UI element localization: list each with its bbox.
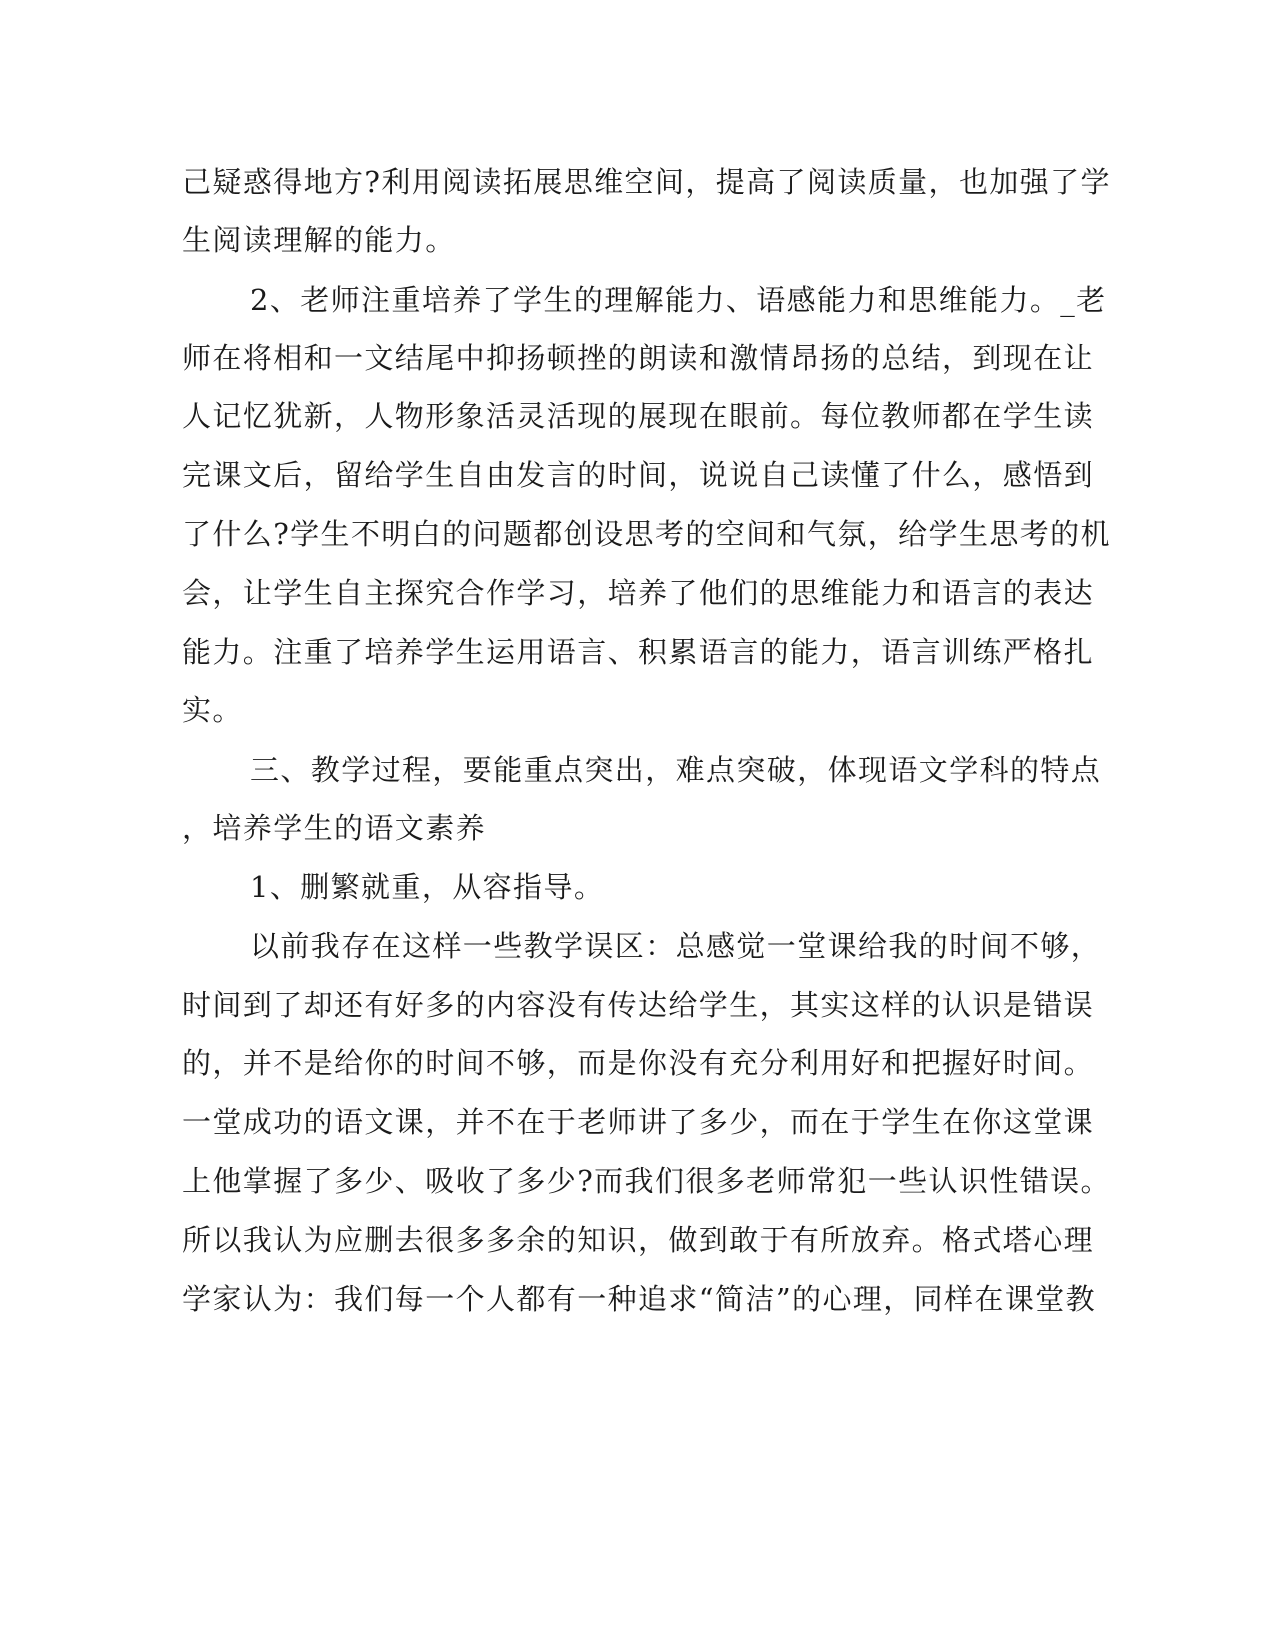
text-line: 会，让学生自主探究合作学习，培养了他们的思维能力和语言的表达: [182, 576, 1095, 610]
text-line: 时间到了却还有好多的内容没有传达给学生，其实这样的认识是错误: [182, 988, 1095, 1022]
section-heading-line: ，培养学生的语文素养: [182, 811, 487, 845]
text-line: 学家认为：我们每一个人都有一种追求“简洁”的心理，同样在课堂教: [182, 1282, 1097, 1316]
text-line: 完课文后，留给学生自由发言的时间，说说自己读懂了什么，感悟到: [182, 458, 1095, 492]
subheading-line: 1、删繁就重，从容指导。: [250, 870, 605, 904]
text-line: 所以我认为应删去很多多余的知识，做到敢于有所放弃。格式塔心理: [182, 1223, 1095, 1257]
text-line: 2、老师注重培养了学生的理解能力、语感能力和思维能力。_老: [250, 283, 1107, 317]
text-line: 上他掌握了多少、吸收了多少?而我们很多老师常犯一些认识性错误。: [182, 1164, 1111, 1198]
text-line: 了什么?学生不明白的问题都创设思考的空间和气氛，给学生思考的机: [182, 517, 1111, 551]
text-line: 实。: [182, 693, 243, 727]
text-line: 的，并不是给你的时间不够，而是你没有充分利用好和把握好时间。: [182, 1046, 1095, 1080]
text-line: 生阅读理解的能力。: [182, 223, 456, 257]
text-line: 能力。注重了培养学生运用语言、积累语言的能力，语言训练严格扎: [182, 635, 1095, 669]
text-line: 人记忆犹新，人物形象活灵活现的展现在眼前。每位教师都在学生读: [182, 399, 1095, 433]
text-line: 己疑惑得地方?利用阅读拓展思维空间，提高了阅读质量，也加强了学: [182, 165, 1111, 199]
text-line: 师在将相和一文结尾中抑扬顿挫的朗读和激情昂扬的总结，到现在让: [182, 341, 1095, 375]
text-line: 以前我存在这样一些教学误区：总感觉一堂课给我的时间不够，: [250, 929, 1102, 963]
text-line: 一堂成功的语文课，并不在于老师讲了多少，而在于学生在你这堂课: [182, 1105, 1095, 1139]
section-heading-line: 三、教学过程，要能重点突出，难点突破，体现语文学科的特点: [250, 753, 1102, 787]
